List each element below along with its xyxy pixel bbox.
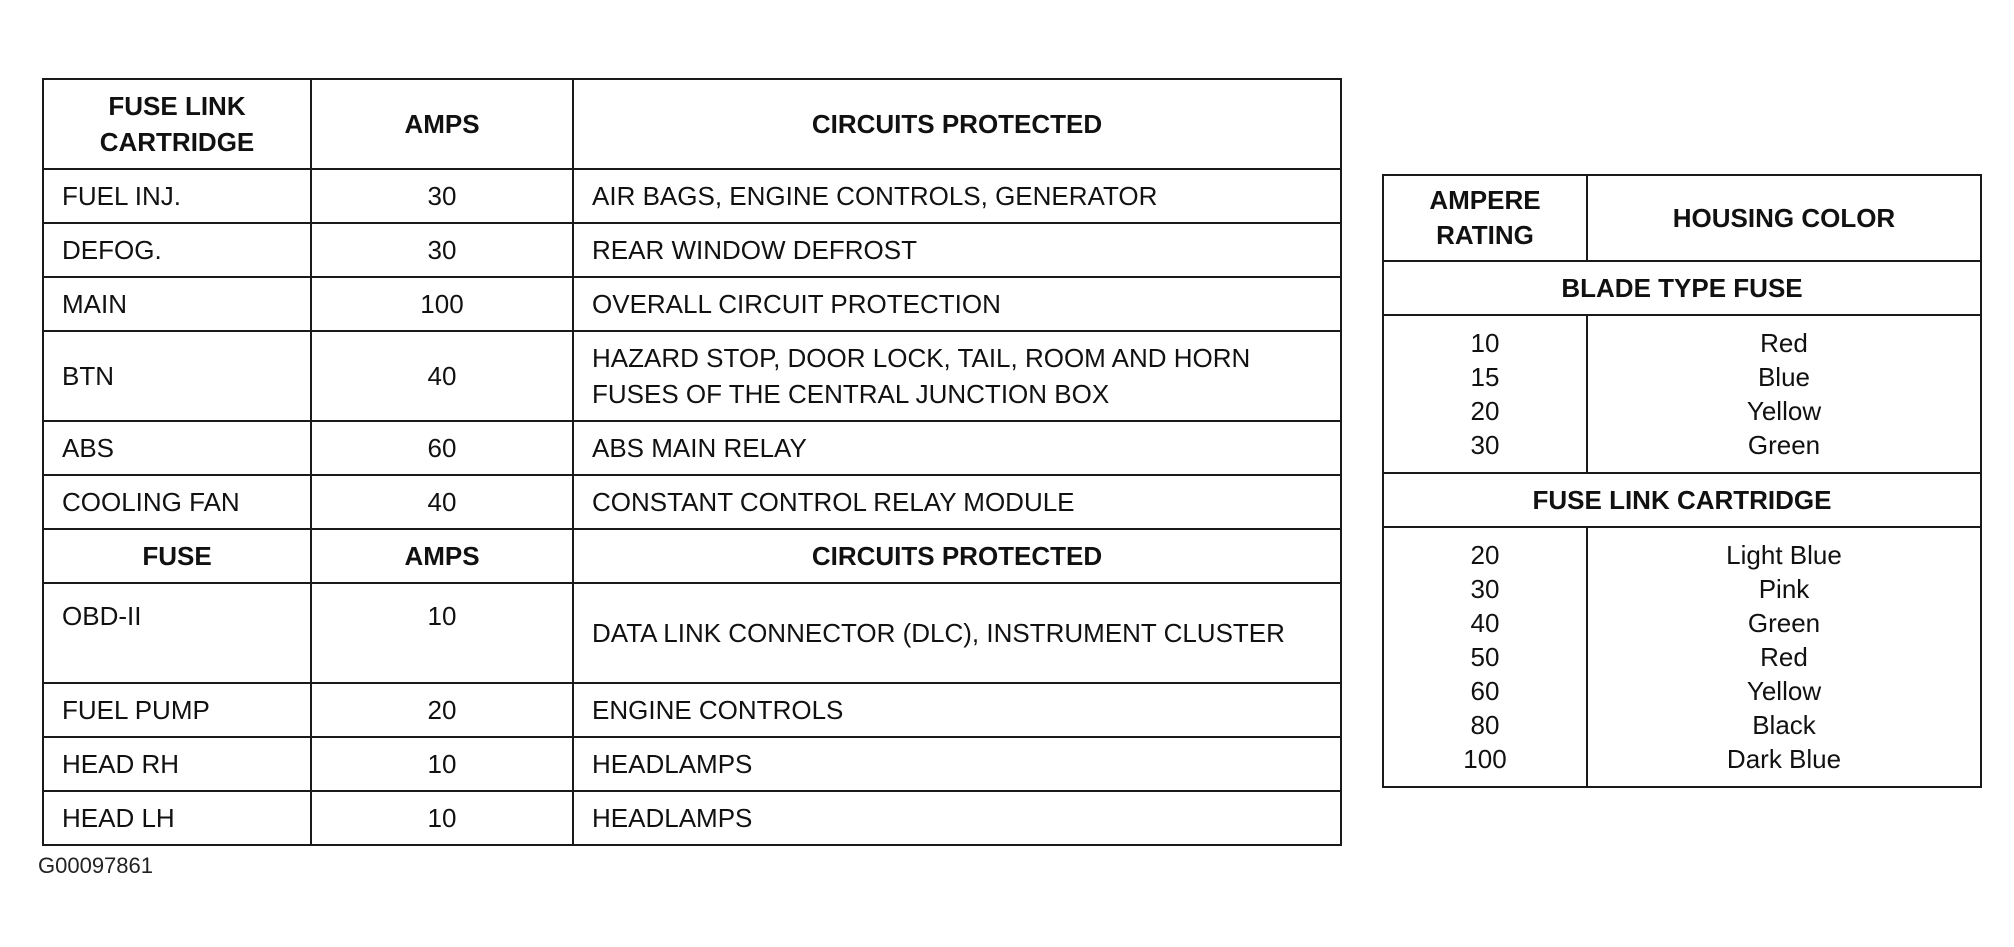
header-fuse: FUSE [43,529,311,583]
cartridge-name: BTN [43,331,311,421]
cartridge-circuits: OVERALL CIRCUIT PROTECTION [573,277,1341,331]
table-header-row [1383,175,1981,261]
section-blade-type-fuse: BLADE TYPE FUSE [1383,261,1981,315]
cartridge-ratings-cell [1383,527,1587,787]
rating-value: 100 [1463,744,1507,774]
cartridge-colors-cell [1587,527,1981,787]
fuse-amps: 10 [311,583,573,683]
fuse-amps: 10 [311,737,573,791]
color-value: Green [1747,430,1821,460]
color-value: Red [1760,328,1808,358]
cartridge-name: MAIN [43,277,311,331]
table-row [43,475,1341,529]
fuse-amps: 20 [311,683,573,737]
table-row [43,277,1341,331]
fuse-table [42,78,1342,846]
color-value: Yellow [1746,676,1822,706]
header-amps: AMPS [311,79,573,169]
cartridge-name: DEFOG. [43,223,311,277]
table-row [1383,527,1981,787]
table-header-row [43,79,1341,169]
rating-value: 80 [1470,710,1500,740]
color-value: Pink [1758,574,1810,604]
rating-value: 60 [1470,676,1500,706]
color-value: Red [1760,642,1808,672]
cartridge-name: ABS [43,421,311,475]
rating-value: 20 [1470,540,1500,570]
cartridge-name: COOLING FAN [43,475,311,529]
fuse-circuits: ENGINE CONTROLS [573,683,1341,737]
table-row [43,223,1341,277]
color-value: Black [1752,710,1816,740]
housing-color-table [1382,174,1982,788]
cartridge-circuits: CONSTANT CONTROL RELAY MODULE [573,475,1341,529]
fuse-header-row [43,529,1341,583]
header-housing-color: HOUSING COLOR [1587,175,1981,261]
cartridge-amps: 30 [311,223,573,277]
fuse-name: OBD-II [43,583,311,683]
cartridge-circuits: ABS MAIN RELAY [573,421,1341,475]
rating-value: 15 [1470,362,1500,392]
table-row [43,421,1341,475]
table-row [43,169,1341,223]
cartridge-amps: 100 [311,277,573,331]
rating-value: 30 [1470,574,1500,604]
table-row [1383,315,1981,473]
section-row [1383,261,1981,315]
fuse-name: FUEL PUMP [43,683,311,737]
rating-value: 30 [1470,430,1500,460]
table-row [43,583,1341,683]
header-circuits-protected: CIRCUITS PROTECTED [573,79,1341,169]
blade-colors-cell [1587,315,1981,473]
cartridge-circuits: REAR WINDOW DEFROST [573,223,1341,277]
color-value: Blue [1757,362,1811,392]
rating-value: 10 [1470,328,1500,358]
color-value: Light Blue [1726,540,1842,570]
fuse-circuits: DATA LINK CONNECTOR (DLC), INSTRUMENT CLUSTER [573,583,1341,683]
rating-value: 50 [1470,642,1500,672]
cartridge-name: FUEL INJ. [43,169,311,223]
cartridge-amps: 40 [311,331,573,421]
table-row [43,791,1341,845]
fuse-amps: 10 [311,791,573,845]
fuse-circuits: HEADLAMPS [573,791,1341,845]
rating-value: 40 [1470,608,1500,638]
cartridge-amps: 30 [311,169,573,223]
fuse-circuits: HEADLAMPS [573,737,1341,791]
fuse-name: HEAD LH [43,791,311,845]
table-row [43,737,1341,791]
color-value: Yellow [1746,396,1822,426]
header-fuse-link-cartridge: FUSE LINK CARTRIDGE [43,79,311,169]
header-ampere-rating: AMPERE RATING [1383,175,1587,261]
rating-value: 20 [1470,396,1500,426]
blade-ratings-cell [1383,315,1587,473]
section-row [1383,473,1981,527]
header-fuse-circuits: CIRCUITS PROTECTED [573,529,1341,583]
table-row [43,683,1341,737]
color-value: Dark Blue [1726,744,1842,774]
fuse-name: HEAD RH [43,737,311,791]
figure-id: G00097861 [38,853,153,878]
cartridge-circuits: AIR BAGS, ENGINE CONTROLS, GENERATOR [573,169,1341,223]
header-fuse-amps: AMPS [311,529,573,583]
table-row [43,331,1341,421]
cartridge-circuits: HAZARD STOP, DOOR LOCK, TAIL, ROOM AND HORN FUSES OF THE CENTRAL JUNCTION BOX [573,331,1341,421]
section-fuse-link-cartridge: FUSE LINK CARTRIDGE [1383,473,1981,527]
cartridge-amps: 60 [311,421,573,475]
color-value: Green [1747,608,1821,638]
cartridge-amps: 40 [311,475,573,529]
